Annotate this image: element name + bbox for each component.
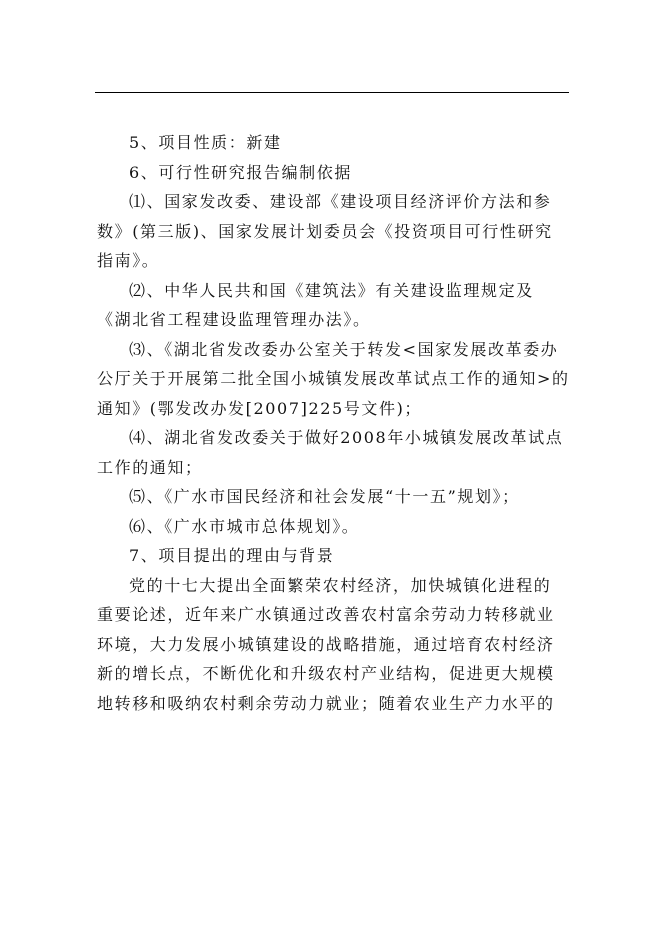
text-line: 指南》。 — [97, 251, 160, 270]
text-line: 重要论述，近年来广水镇通过改善农村富余劳动力转移就业 — [97, 605, 555, 624]
basis-6 — [97, 512, 567, 542]
text-line: ⑵、中华人民共和国《建筑法》有关建设监理规定及 — [129, 280, 534, 300]
text-line: ⑶、《湖北省发改委办公室关于转发<国家发展改革委办 — [129, 339, 559, 359]
basis-4 — [97, 423, 567, 482]
text-line: 新的增长点，不断优化和升级农村产业结构，促进更大规模 — [97, 664, 555, 683]
text-line: ⑸、《广水市国民经济和社会发展“十一五”规划》； — [129, 487, 520, 506]
text-line: 《湖北省工程建设监理管理办法》。 — [97, 310, 371, 329]
text-line: ⑹、《广水市城市总体规划》。 — [129, 516, 360, 536]
text-line: 工作的通知； — [97, 457, 203, 477]
text-line: 数》(第三版)、国家发展计划委员会《投资项目可行性研究 — [97, 221, 553, 241]
header-rule — [95, 92, 569, 93]
text-line: ⑴、国家发改委、建设部《建设项目经济评价方法和参 — [129, 192, 552, 211]
basis-5 — [97, 482, 567, 512]
text-line: ⑷、湖北省发改委关于做好2008年小城镇发展改革试点 — [129, 428, 564, 447]
item-7-background — [97, 541, 567, 571]
basis-2 — [97, 276, 567, 335]
background-paragraph — [97, 571, 567, 719]
text-line: 地转移和吸纳农村剩余劳动力就业；随着农业生产力水平的 — [97, 693, 555, 713]
text-line: 公厅关于开展第二批全国小城镇发展改革试点工作的通知>的 — [97, 369, 570, 388]
document-body — [97, 128, 570, 718]
text-line: 6、可行性研究报告编制依据 — [129, 162, 352, 182]
text-line: 党的十七大提出全面繁荣农村经济，加快城镇化进程的 — [129, 575, 552, 595]
text-line: 5、项目性质：新建 — [129, 133, 282, 152]
basis-1 — [97, 187, 567, 276]
text-line: 7、项目提出的理由与背景 — [129, 546, 335, 565]
basis-3 — [97, 335, 570, 424]
item-6-basis — [97, 158, 567, 188]
text-line: 通知》(鄂发改办发[2007]225号文件)； — [97, 398, 423, 418]
item-5-nature — [97, 128, 567, 158]
text-line: 环境，大力发展小城镇建设的战略措施，通过培育农村经济 — [97, 634, 555, 654]
